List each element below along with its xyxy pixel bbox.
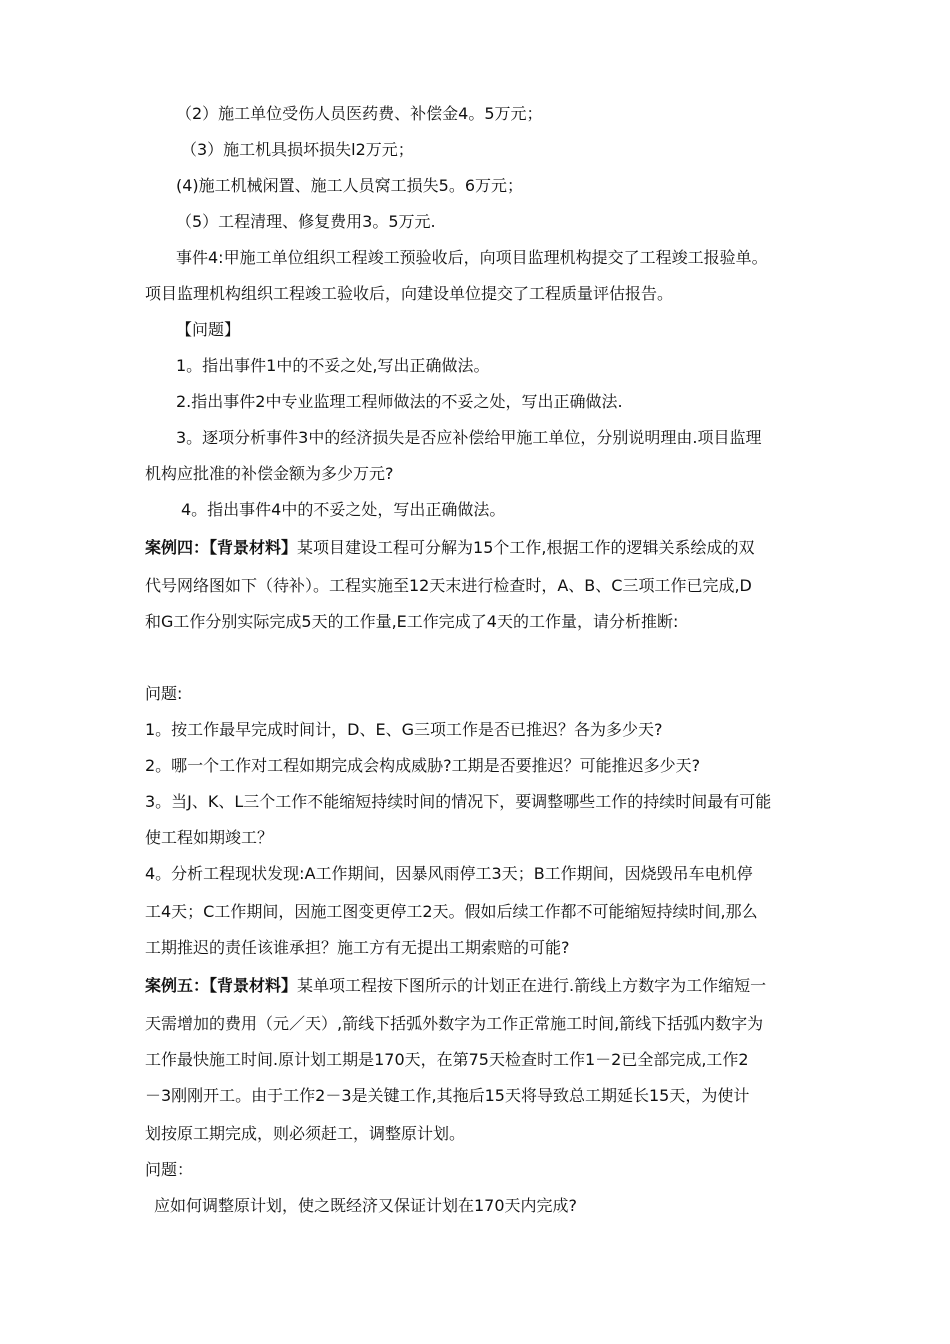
question-3-continued: 机构应批准的补偿金额为多少万元? (145, 464, 394, 483)
case5-text: 某单项工程按下图所示的计划正在进行.箭线上方数字为工作缩短一 (297, 976, 767, 995)
case5-background (145, 976, 766, 996)
questions-label: 问题： (145, 1160, 194, 1179)
case4-background (145, 538, 754, 558)
case4-question-4: 4。分析工程现状发现:A工作期间，因暴风雨停工3天；B工作期间，因烧毁吊车电机停 (145, 864, 753, 883)
text-line: 事件4:甲施工单位组织工程竣工预验收后，向项目监理机构提交了工程竣工报验单。 (176, 248, 768, 267)
case5-question: 应如何调整原计划，使之既经济又保证计划在170天内完成? (154, 1196, 578, 1215)
text-line: 划按原工期完成，则必须赶工，调整原计划。 (145, 1124, 466, 1143)
case4-question-2: 2。哪一个工作对工程如期完成会构成威胁?工期是否要推迟？可能推迟多少天? (145, 756, 701, 775)
text-line: （2）施工单位受伤人员医药费、补偿金4。5万元； (176, 104, 543, 123)
case4-question-4-continued: 工期推迟的责任该谁承担？施工方有无提出工期索赔的可能? (145, 938, 570, 957)
case4-question-1: 1。按工作最早完成时间计，D、E、G三项工作是否已推迟？各为多少天? (145, 720, 663, 739)
case4-heading: 案例四：【背景材料】 (145, 538, 298, 557)
text-line: (4)施工机械闲置、施工人员窝工损失5。6万元； (176, 176, 524, 195)
text-line: 工作最快施工时间.原计划工期是170天，在第75天检查时工作1－2已全部完成,工作2 (145, 1050, 749, 1069)
case5-heading: 案例五：【背景材料】 (145, 976, 298, 995)
text-line: 项目监理机构组织工程竣工验收后，向建设单位提交了工程质量评估报告。 (145, 284, 674, 303)
text-line: 代号网络图如下（待补）。工程实施至12天末进行检查时，A、B、C三项工作已完成,D (145, 576, 752, 595)
text-line: －3刚刚开工。由于工作2－3是关键工作,其拖后15天将导致总工期延长15天，为使计 (145, 1086, 750, 1105)
text-line: 和G工作分别实际完成5天的工作量,E工作完成了4天的工作量，请分析推断: (145, 612, 679, 631)
case4-question-4-continued: 工4天；C工作期间，因施工图变更停工2天。假如后续工作都不可能缩短持续时间,那么 (145, 902, 758, 921)
question-4: 4。指出事件4中的不妥之处，写出正确做法。 (181, 500, 506, 519)
text-line: 天需增加的费用（元／天）,箭线下括弧外数字为工作正常施工时间,箭线下括弧内数字为 (145, 1014, 764, 1033)
text-line: （3）施工机具损坏损失l2万元； (181, 140, 414, 159)
text-line: （5）工程清理、修复费用3。5万元. (176, 212, 436, 231)
question-3: 3。逐项分析事件3中的经济损失是否应补偿给甲施工单位，分别说明理由.项目监理 (176, 428, 762, 447)
case4-question-3: 3。当J、K、L三个工作不能缩短持续时间的情况下，要调整哪些工作的持续时间最有可能 (145, 792, 772, 811)
question-2: 2.指出事件2中专业监理工程师做法的不妥之处，写出正确做法. (176, 392, 623, 411)
case4-question-3-continued: 使工程如期竣工？ (145, 828, 274, 847)
questions-label: 问题: (145, 684, 183, 703)
section-heading: 【问题】 (176, 320, 241, 339)
question-1: 1。指出事件1中的不妥之处,写出正确做法。 (176, 356, 490, 375)
case4-text: 某项目建设工程可分解为15个工作,根据工作的逻辑关系绘成的双 (297, 538, 755, 557)
